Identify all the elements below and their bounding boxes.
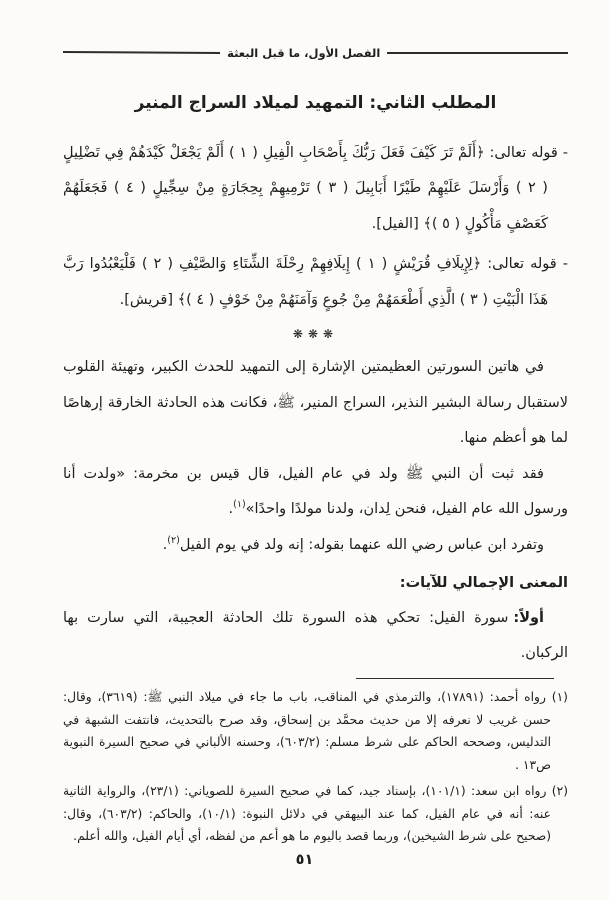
header-rule-left [63, 51, 220, 53]
first-point-paragraph [63, 601, 568, 672]
hadith-period: . [228, 501, 234, 518]
first-point-text: سورة الفيل: تحكي هذه السورة تلك الحادثة العجيبة، التي سارت بها الركبان. [63, 609, 568, 662]
ornament-separator: ❋❋❋ [292, 327, 339, 342]
footnote-1: (١) رواه أحمد: (١٧٨٩١)، والترمذي في المناقب، باب ما جاء في ميلاد النبي ﷺ: (٣٦١٩)، وقال: حسن غريب لا نعرفه إلا من حديث محمَّد بن إسحاق، وقد صرح بالتحديث، فانتفت الشبهة في التدليس، وصححه الحاكم على شرط مسلم: (٦٠٣/٢)، وحسنه الألباني في صحيح السيرة النبوية ص١٣ . [63, 689, 568, 773]
footnote-separator-line [356, 678, 554, 679]
verse-al-fil: - قوله تعالى: ﴿أَلَمْ تَرَ كَيْفَ فَعَلَ رَبُّكَ بِأَصْحَابِ الْفِيلِ ( ١ ) أَلَمْ يَجْعَلْ كَيْدَهُمْ فِي تَضْلِيلٍ ( ٢ ) وَأَرْسَلَ عَلَيْهِمْ طَيْرًا أَبَابِيلَ ( ٣ ) تَرْمِيهِمْ بِحِجَارَةٍ مِنْ سِجِّيلٍ ( ٤ ) فَجَعَلَهُمْ كَعَصْفٍ مَأْكُولٍ ( ٥ )﴾ [الفيل]. [63, 144, 568, 232]
chapter-heading: الفصل الأول، ما قبل البعثة [227, 46, 381, 60]
running-head [63, 46, 568, 60]
first-point-lead: أولاً: [513, 609, 544, 626]
footnotes-section [63, 678, 568, 848]
ibn-abbas-period: . [162, 536, 168, 553]
footnote-ref-1: (١) [233, 499, 246, 511]
ibn-abbas-paragraph [63, 528, 568, 564]
header-rule-right [387, 52, 568, 54]
hadith-text: فقد ثبت أن النبي ﷺ ولد في عام الفيل، قال قيس بن مخرمة: «ولدت أنا ورسول الله عام الفيل، فنحن لِدان، ولدنا مولدًا واحدًا» [63, 465, 568, 518]
hadith-paragraph [63, 457, 568, 528]
meaning-heading: المعنى الإجمالي للآيات: [399, 575, 568, 592]
verse-quraysh: - قوله تعالى: ﴿لِإِيلَافِ قُرَيْشٍ ( ١ ) إِيلَافِهِمْ رِحْلَةَ الشِّتَاءِ وَالصَّيْفِ ( ٢ ) فَلْيَعْبُدُوا رَبَّ هَذَا الْبَيْتِ ( ٣ ) الَّذِي أَطْعَمَهُمْ مِنْ جُوعٍ وَآمَنَهُمْ مِنْ خَوْفٍ ( ٤ )﴾ [قريش]. [63, 256, 568, 308]
intro-paragraph: في هاتين السورتين العظيمتين الإشارة إلى التمهيد للحدث الكبير، وتهيئة القلوب لاستقبال رسالة البشير النذير، السراج المنير، ﷺ، فكانت هذه الحادثة الخارقة إرهاصًا لما هو أعظم منها. [63, 359, 568, 447]
page-number: ٥١ [295, 852, 314, 868]
footnote-2: (٢) رواه ابن سعد: (١٠١/١)، بإسناد جيد، كما في صحيح السيرة للصوياني: (٢٣/١)، والرواية الثانية عنه: أنه في عام الفيل، كما عند البيهقي في دلائل النبوة: (١٠/١)، والحاكم: (٦٠٣/٢)، وقال: (صحيح على شرط الشيخين)، وربما قصد باليوم ما هو أعم من لفظه، أي أيام الفيل، والله أعلم. [63, 783, 568, 844]
footnote-ref-2: (٢) [167, 535, 180, 547]
section-title: المطلب الثاني: التمهيد لميلاد السراج المنير [134, 93, 497, 113]
ibn-abbas-text: وتفرد ابن عباس رضي الله عنهما بقوله: إنه ولد في يوم الفيل [179, 536, 544, 553]
